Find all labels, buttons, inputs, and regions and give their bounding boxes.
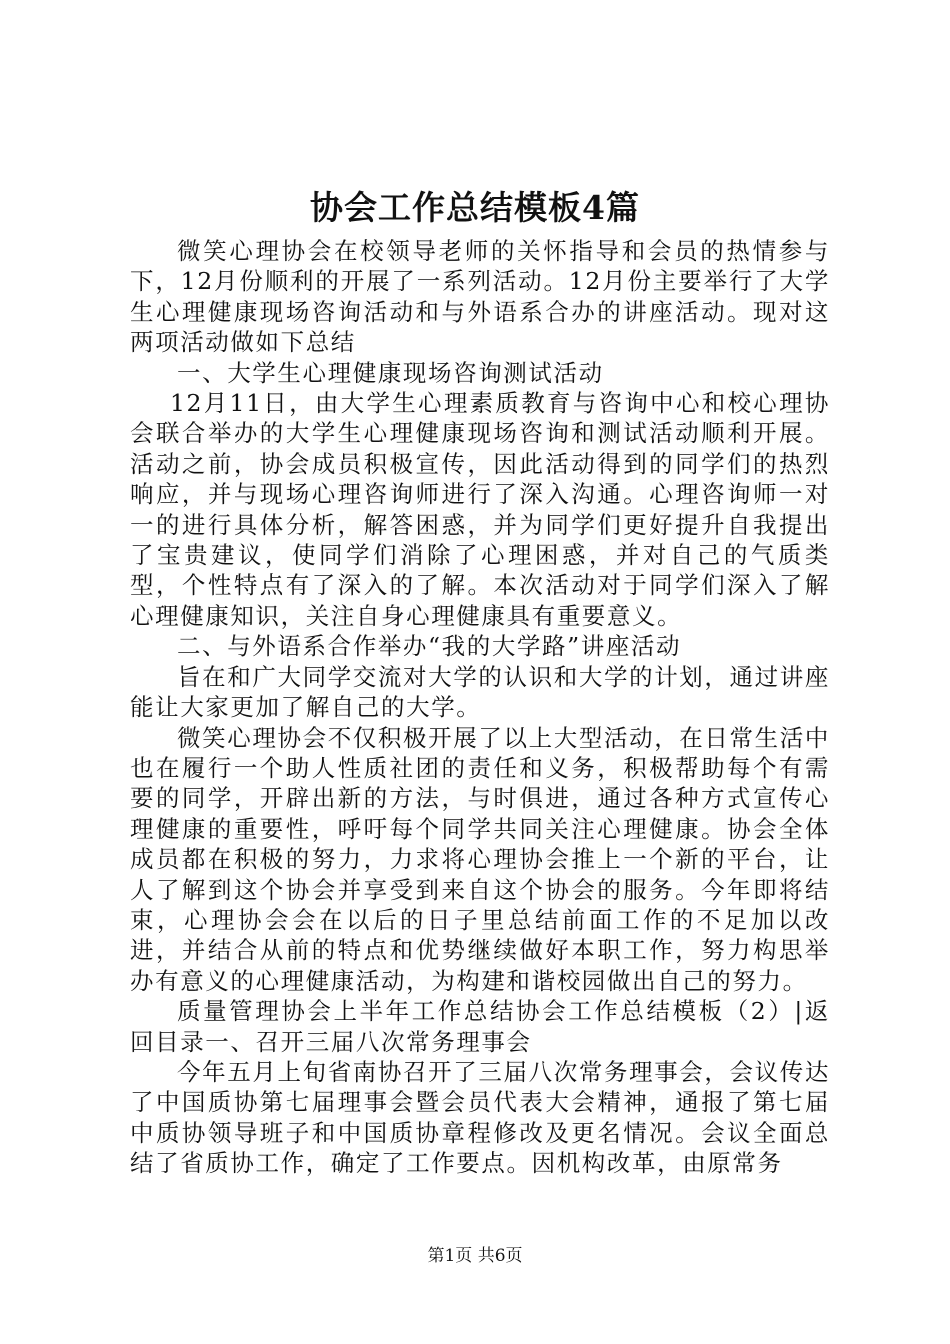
paragraph-section-2: 旨在和广大同学交流对大学的认识和大学的计划，通过讲座能让大家更加了解自己的大学。 [130,662,830,722]
paragraph-intro: 微笑心理协会在校领导老师的关怀指导和会员的热情参与下，12月份顺利的开展了一系列活动。12月份主要举行了大学生心理健康现场咨询活动和与外语系合办的讲座活动。现对这两项活动做如下总结 [130,237,830,357]
section-heading-2: 二、与外语系合作举办“我的大学路”讲座活动 [177,632,682,661]
paragraph-section-1: 12月11日，由大学生心理素质教育与咨询中心和校心理协会联合举办的大学生心理健康现场咨询和测试活动顺利开展。活动之前，协会成员积极宣传，因此活动得到的同学们的热烈响应，并与现场心理咨询师进行了深入沟通。心理咨询师一对一的进行具体分析，解答困惑，并为同学们更好提升自我提出了宝贵建议，使同学们消除了心理困惑，并对自己的气质类型，个性特点有了深入的了解。本次活动对于同学们深入了解心理健康知识，关注自身心理健康具有重要意义。 [130,389,830,630]
paragraph-template-2-body: 今年五月上旬省南协召开了三届八次常务理事会，会议传达了中国质协第七届理事会暨会员代表大会精神，通报了第七届中质协领导班子和中国质协章程修改及更名情况。会议全面总结了省质协工作，确定了工作要点。因机构改革，由原常务 [130,1057,830,1178]
document-body [130,236,830,1179]
page-footer: 第1页 共6页 [427,1246,523,1266]
section-heading-1: 一、大学生心理健康现场咨询测试活动 [177,358,604,387]
document-title: 协会工作总结模板4篇 [310,188,640,227]
paragraph-template-2-heading: 质量管理协会上半年工作总结协会工作总结模板（2）|返回目录一、召开三届八次常务理事会 [130,997,830,1056]
paragraph-summary: 微笑心理协会不仅积极开展了以上大型活动，在日常生活中也在履行一个助人性质社团的责任和义务，积极帮助每个有需要的同学，开辟出新的方法，与时俱进，通过各种方式宣传心理健康的重要性，呼吁每个同学共同关注心理健康。协会全体成员都在积极的努力，力求将心理协会推上一个新的平台，让人了解到这个协会并享受到来自这个协会的服务。今年即将结束，心理协会会在以后的日子里总结前面工作的不足加以改进，并结合从前的特点和优势继续做好本职工作，努力构思举办有意义的心理健康活动，为构建和谐校园做出自己的努力。 [130,723,830,995]
